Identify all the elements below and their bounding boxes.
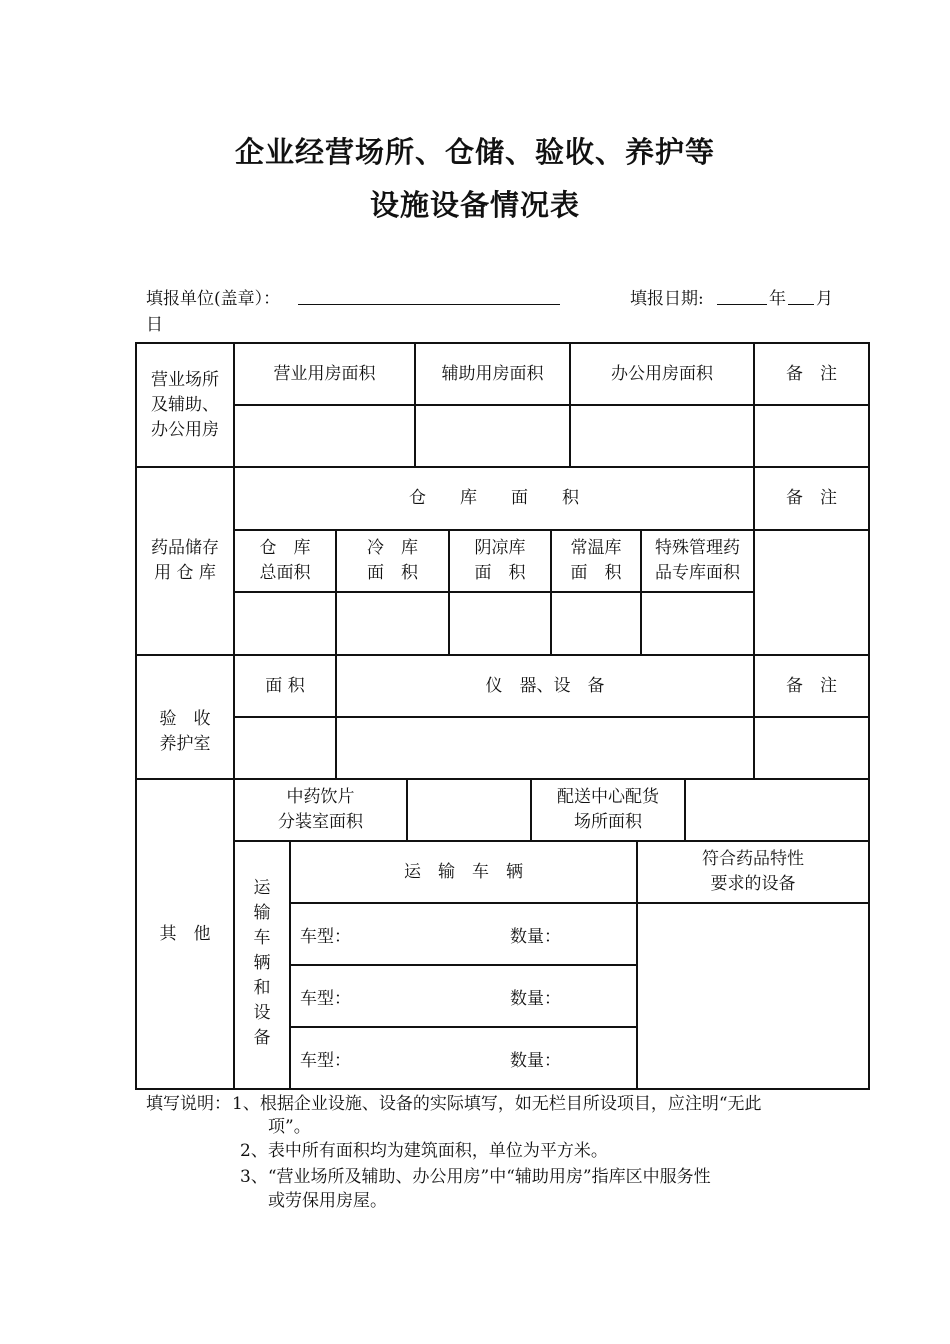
sec1-remark-input[interactable] xyxy=(755,406,868,466)
business-area-input[interactable] xyxy=(235,406,414,466)
form-title-line1: 企业经营场所、仓储、验收、养护等 xyxy=(234,135,715,169)
warehouse-area-header: 仓 库 面 积 xyxy=(409,488,579,508)
auxiliary-area-input[interactable] xyxy=(416,406,569,466)
distribution-area-header: 配送中心配货 场所面积 xyxy=(557,787,659,832)
instruments-input[interactable] xyxy=(337,718,753,778)
office-area-input[interactable] xyxy=(571,406,753,466)
vehicle-type-label: 车型： xyxy=(300,989,351,1009)
herbal-packing-input[interactable] xyxy=(408,780,530,840)
total-warehouse-header: 仓 库 总面积 xyxy=(259,538,311,583)
year-field[interactable] xyxy=(717,304,767,305)
instruments-header: 仪 器、设 备 xyxy=(485,675,605,696)
month-field[interactable] xyxy=(788,304,814,305)
note-1-cont: 项”。 xyxy=(268,1117,311,1137)
total-warehouse-input[interactable] xyxy=(235,593,335,654)
normal-storage-header: 常温库 面 积 xyxy=(570,538,622,583)
herbal-packing-header: 中药饮片 分装室面积 xyxy=(278,787,363,832)
sec3-label: 验 收 养护室 xyxy=(159,709,211,754)
vehicle-type-label: 车型： xyxy=(300,1051,351,1071)
transport-side-label: 运 输 车 辆 和 设 备 xyxy=(253,878,271,1048)
note-3: 3、“营业场所及辅助、办公用房”中“辅助用房”指库区中服务性 xyxy=(240,1167,711,1187)
inspection-area-input[interactable] xyxy=(235,718,335,778)
business-area-header: 营业用房面积 xyxy=(273,363,376,384)
equipment-req-input[interactable] xyxy=(638,904,868,1088)
date-label: 填报日期: xyxy=(630,289,704,309)
sec3-remark-header: 备 注 xyxy=(786,675,837,696)
special-storage-header: 特殊管理药 品专库面积 xyxy=(655,538,740,583)
sec2-remark-input[interactable] xyxy=(755,531,868,654)
sec2-label: 药品储存 用 仓 库 xyxy=(151,538,219,583)
sec1-remark-header: 备 注 xyxy=(786,363,837,384)
sec4-label: 其 他 xyxy=(159,923,211,944)
special-storage-input[interactable] xyxy=(642,593,753,654)
note-1: 1、根据企业设施、设备的实际填写，如无栏目所设项目，应注明“无此 xyxy=(232,1094,762,1114)
normal-storage-input[interactable] xyxy=(552,593,640,654)
unit-label: 填报单位(盖章）： xyxy=(146,289,281,309)
auxiliary-area-header: 辅助用房面积 xyxy=(441,363,544,384)
sec1-label: 营业场所 及辅助、 办公用房 xyxy=(151,369,219,440)
cool-storage-input[interactable] xyxy=(450,593,550,654)
vehicles-header: 运 输 车 辆 xyxy=(404,861,523,882)
cool-storage-header: 阴凉库 面 积 xyxy=(474,538,526,583)
sec3-remark-input[interactable] xyxy=(755,718,868,778)
equipment-req-header: 符合药品特性 要求的设备 xyxy=(702,849,804,894)
day-label: 日 xyxy=(146,315,163,335)
vehicle-qty-label: 数量： xyxy=(510,927,561,947)
year-label: 年 xyxy=(769,289,786,309)
vehicle-type-label: 车型： xyxy=(300,927,351,947)
inspection-area-header: 面 积 xyxy=(265,675,305,696)
office-area-header: 办公用房面积 xyxy=(611,363,713,384)
form-title-line2: 设施设备情况表 xyxy=(369,188,580,222)
note-2: 2、表中所有面积均为建筑面积，单位为平方米。 xyxy=(240,1141,608,1161)
unit-field[interactable] xyxy=(298,304,560,305)
note-3-cont: 或劳保用房屋。 xyxy=(268,1191,387,1211)
month-label: 月 xyxy=(816,289,833,309)
cold-storage-input[interactable] xyxy=(337,593,448,654)
notes-lead: 填写说明： xyxy=(146,1094,231,1114)
cold-storage-header: 冷 库 面 积 xyxy=(367,538,418,583)
vehicle-qty-label: 数量： xyxy=(510,989,561,1009)
sec2-remark-header: 备 注 xyxy=(786,488,837,508)
vehicle-qty-label: 数量： xyxy=(510,1051,561,1071)
distribution-area-input[interactable] xyxy=(686,780,868,840)
